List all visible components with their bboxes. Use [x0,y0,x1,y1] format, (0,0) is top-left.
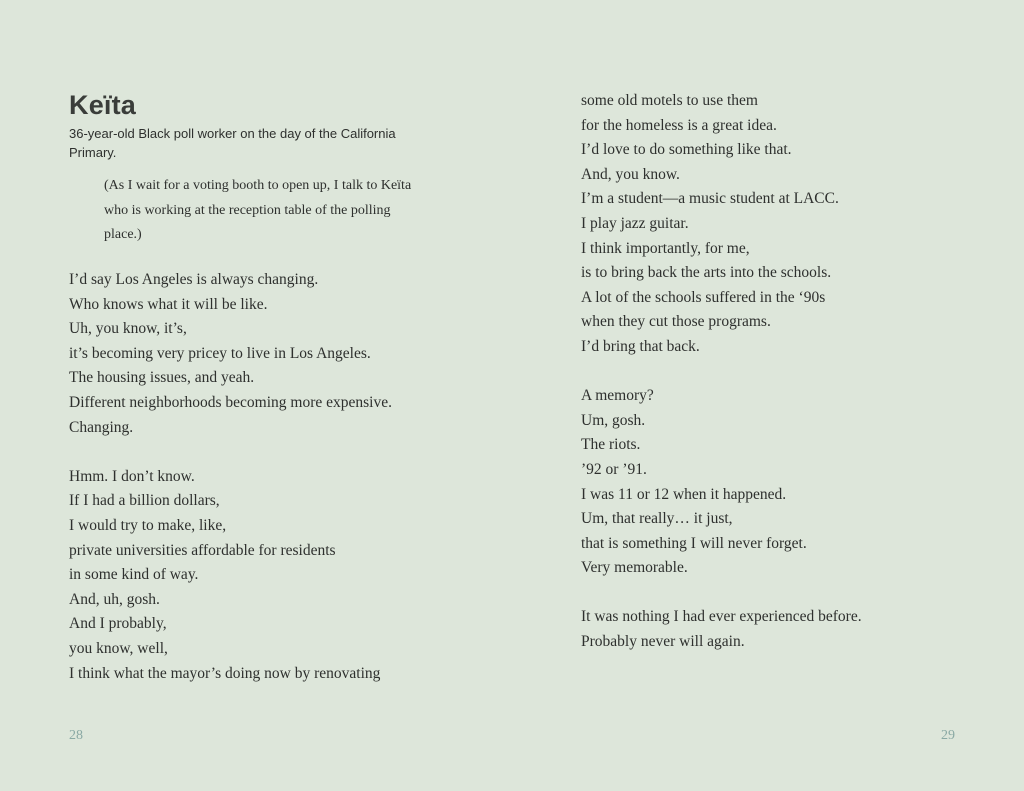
poem-line: Um, gosh. [581,411,646,429]
page-subtitle: 36-year-old Black poll worker on the day of the California Primary. [69,126,396,160]
right-poem-body [581,89,862,679]
poem-line: I think importantly, for me, [581,239,750,257]
poem-line: is to bring back the arts into the schools. [581,264,832,282]
right-page [512,0,1024,791]
poem-line: private universities affordable for residents [69,541,336,559]
poem-line: I’d love to do something like that. [581,141,792,159]
poem-line: A lot of the schools suffered in the ‘90s [581,288,826,306]
poem-line: for the homeless is a great idea. [581,116,777,134]
poem-line: And, you know. [581,165,680,183]
stanza [581,89,862,360]
poem-line: in some kind of way. [69,566,199,584]
poem-line: some old motels to use them [581,92,758,109]
poem-line: that is something I will never forget. [581,534,807,552]
poem-line: when they cut those programs. [581,313,771,331]
page-number-left: 28 [69,728,83,743]
stanza [581,605,862,654]
intro-note: (As I wait for a voting booth to open up, I talk to Keïta who is working at the reception table of the polling place.) [104,178,412,242]
poem-line: I’d say Los Angeles is always changing. [69,271,319,288]
poem-line: Different neighborhoods becoming more expensive. [69,393,392,411]
poem-line: Changing. [69,418,134,436]
poem-line: The riots. [581,436,641,454]
poem-line: ’92 or ’91. [581,460,647,478]
left-poem-body [69,268,392,711]
poem-line: I’m a student—a music student at LACC. [581,190,839,208]
poem-line: Uh, you know, it’s, [69,320,187,338]
poem-line: you know, well, [69,639,168,657]
poem-line: A memory? [581,387,654,405]
poem-line: I would try to make, like, [69,516,227,534]
poem-line: Hmm. I don’t know. [69,467,195,485]
poem-line: Who knows what it will be like. [69,295,268,313]
poem-line: If I had a billion dollars, [69,492,220,510]
stanza [69,268,392,440]
page-title: Keïta [69,90,137,120]
stanza [69,465,392,686]
poem-line: I was 11 or 12 when it happened. [581,485,787,503]
poem-line: I think what the mayor’s doing now by renovating [69,664,381,682]
poem-line: And I probably, [69,615,167,633]
stanza [581,384,862,581]
poem-line: Um, that really… it just, [581,510,733,528]
poem-line: I play jazz guitar. [581,214,689,232]
poem-line: The housing issues, and yeah. [69,369,255,387]
poem-line: Very memorable. [581,559,688,577]
poem-line: I’d bring that back. [581,337,700,355]
poem-line: Probably never will again. [581,633,745,651]
poem-line: it’s becoming very pricey to live in Los Angeles. [69,344,371,362]
page-number-right: 29 [941,728,955,743]
poem-line: It was nothing I had ever experienced before. [581,608,862,626]
poem-line: And, uh, gosh. [69,590,160,608]
